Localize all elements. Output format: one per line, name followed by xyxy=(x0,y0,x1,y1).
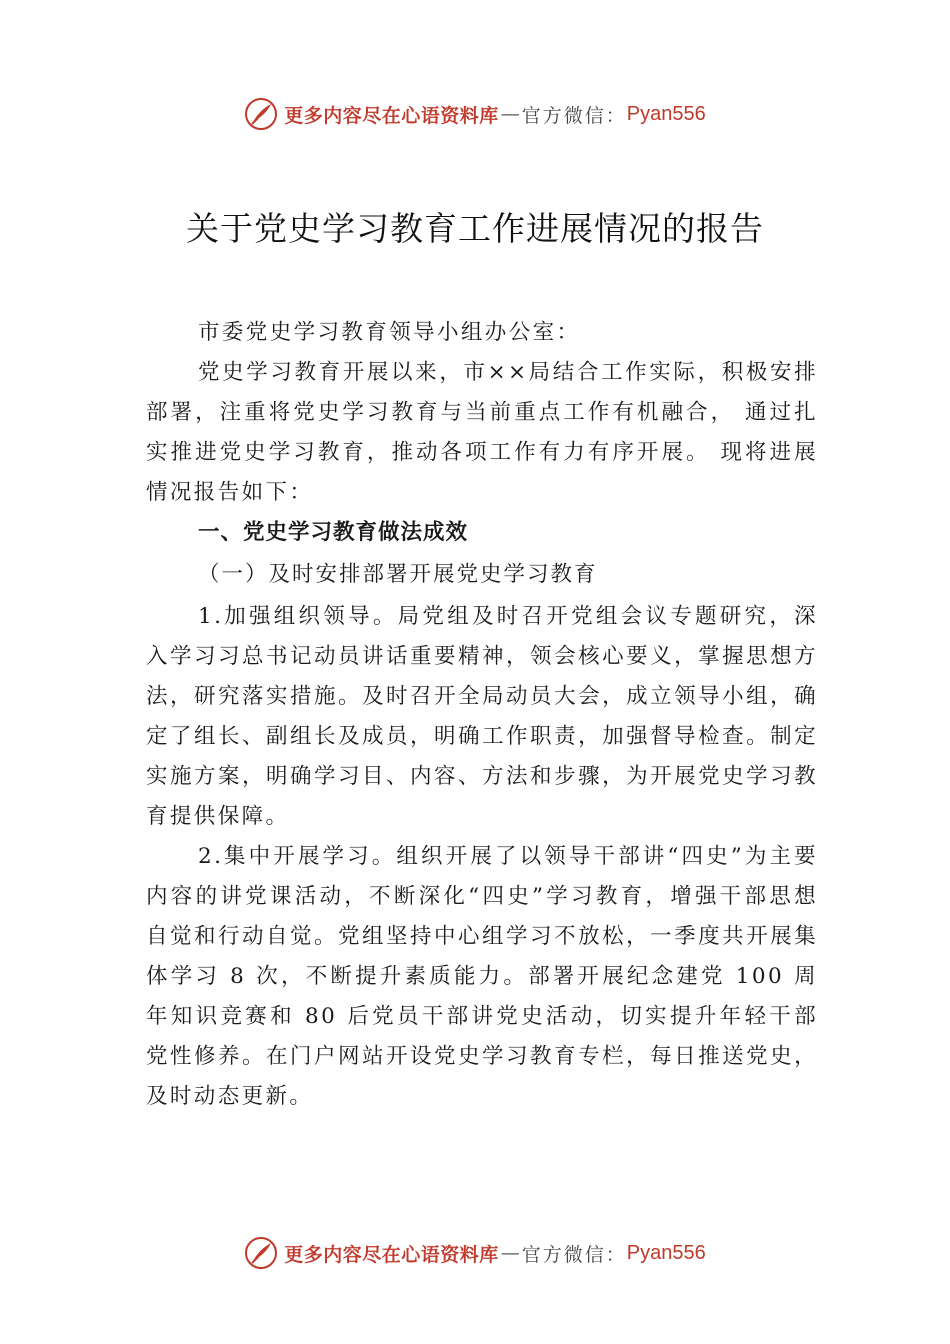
footer-banner xyxy=(0,1233,950,1273)
banner-dash: — xyxy=(500,1242,520,1264)
salutation: 市委党史学习教育领导小组办公室： xyxy=(198,320,581,345)
banner-wechat-label: 官方微信： xyxy=(521,104,627,127)
document-body xyxy=(146,313,818,1117)
body-paragraph: 2.集中开展学习。组织开展了以领导干部讲“四史”为主要内容的讲党课活动，不断深化“四史”学习教育，增强干部思想自觉和行动自觉。党组坚持中心组学习不放松，一季度共开展集体学习 8 次，不断提升素质能力。部署开展纪念建党 100 周年知识竞赛和 80 后党员干部讲党史活动，切实提升年轻干部党性修养。在门户网站开设党史学习教育专栏，每日推送党史，及时动态更新。 xyxy=(146,844,818,1109)
section-heading: 一、党史学习教育做法成效 xyxy=(198,520,469,545)
document-title: 关于党史学习教育工作进展情况的报告 xyxy=(186,209,764,248)
header-banner xyxy=(0,94,950,134)
banner-wechat-id: Pyan556 xyxy=(626,1241,706,1264)
intro-paragraph: 党史学习教育开展以来，市××局结合工作实际，积极安排部署，注重将党史学习教育与当前重点工作有机融合， 通过扎实推进党史学习教育，推动各项工作有力有序开展。 现将进展情况报告如下： xyxy=(146,360,818,505)
feather-pen-logo-icon xyxy=(244,1236,278,1270)
banner-wechat-label: 官方微信： xyxy=(521,1243,627,1266)
subsection-heading: （一）及时安排部署开展党史学习教育 xyxy=(198,562,598,587)
banner-brand-text: 更多内容尽在心语资料库 xyxy=(284,1243,499,1266)
banner-dash: — xyxy=(500,103,520,125)
body-paragraph: 1.加强组织领导。局党组及时召开党组会议专题研究，深入学习习总书记动员讲话重要精神，领会核心要义，掌握思想方法，研究落实措施。及时召开全局动员大会，成立领导小组，确定了组长、副组长及成员，明确工作职责，加强督导检查。制定实施方案，明确学习目、内容、方法和步骤，为开展党史学习教育提供保障。 xyxy=(146,604,818,829)
banner-wechat-id: Pyan556 xyxy=(626,102,706,125)
feather-pen-logo-icon xyxy=(244,97,278,131)
banner-brand-text: 更多内容尽在心语资料库 xyxy=(284,104,499,127)
